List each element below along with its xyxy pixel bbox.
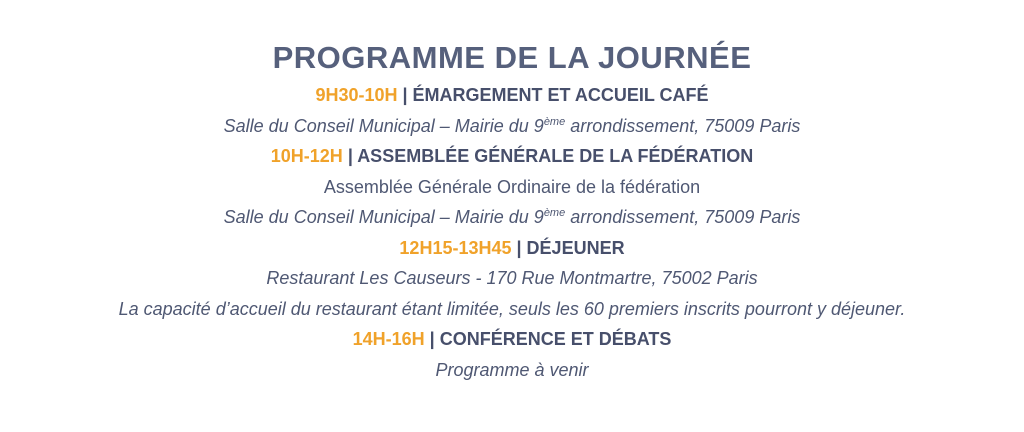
- session-location-2: [0, 202, 1024, 233]
- session-time-1: 9H30-10H: [315, 85, 398, 105]
- session-heading-1: [0, 80, 1024, 111]
- session-separator-3: |: [511, 237, 527, 258]
- session-heading-4: [0, 324, 1024, 355]
- location-text-1a: Salle du Conseil Municipal – Mairie du 9: [223, 115, 544, 136]
- session-note-4: Programme à venir: [435, 359, 589, 380]
- location-superscript-2: ème: [543, 207, 566, 219]
- session-heading-3: [0, 233, 1024, 264]
- session-separator-2: |: [342, 146, 358, 166]
- session-separator-4: |: [424, 329, 440, 349]
- page-title: PROGRAMME DE LA JOURNÉE: [272, 40, 752, 75]
- session-label-1: ÉMARGEMENT ET ACCUEIL CAFÉ: [412, 85, 709, 105]
- session-label-4: CONFÉRENCE ET DÉBATS: [439, 329, 672, 349]
- session-location-1: [0, 111, 1024, 142]
- location-text-1b: arrondissement, 75009 Paris: [565, 115, 801, 136]
- session-label-3: DÉJEUNER: [526, 237, 625, 258]
- session-heading-2: [0, 141, 1024, 172]
- location-text-2b: arrondissement, 75009 Paris: [565, 207, 801, 227]
- session-location-3: Restaurant Les Causeurs - 170 Rue Montmartre, 75002 Paris: [266, 268, 758, 288]
- session-time-3: 12H15-13H45: [399, 237, 512, 258]
- location-superscript-1: ème: [543, 115, 566, 128]
- session-time-4: 14H-16H: [352, 329, 425, 349]
- session-time-2: 10H-12H: [270, 146, 343, 166]
- session-note-3: La capacité d’accueil du restaurant étant limitée, seuls les 60 premiers inscrits pourront y déjeuner.: [118, 298, 906, 319]
- location-text-2a: Salle du Conseil Municipal – Mairie du 9: [223, 207, 544, 227]
- session-separator-1: |: [397, 85, 413, 105]
- session-description-2: Assemblée Générale Ordinaire de la fédération: [323, 176, 701, 197]
- session-label-2: ASSEMBLÉE GÉNÉRALE DE LA FÉDÉRATION: [357, 146, 754, 166]
